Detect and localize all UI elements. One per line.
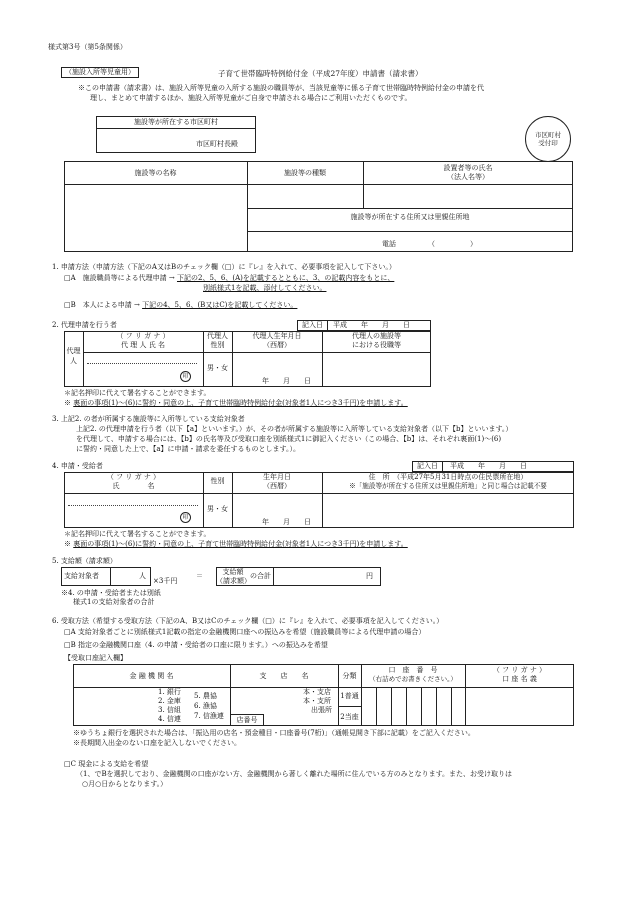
agent-kana: （ フ リ ガ ナ ） — [116, 332, 170, 340]
s3-line-3: に誓約・同意した上で、【a】に申請・請求を委任するものとします。）。 — [76, 445, 300, 453]
s1-option-a: □A 施設職員等による代理申請 → 下記の2、5、6、(A)を記載するとともに、3、の記載内容をもとに、 — [64, 274, 395, 282]
applicant-gender-h: 性別 — [210, 477, 225, 485]
agent-gender-h1: 代理人 — [207, 332, 228, 340]
branch-type-2: 本・支所 — [303, 697, 331, 705]
s6-c-note-1: （1、でBを選択しており、金融機関の口座がない方、金融機関から著しく離れた場所に住んでいる方のみとなります。また、お受け取りは — [76, 770, 513, 778]
facility-type-header: 施設等の種類 — [284, 169, 326, 177]
yen-unit: 円 — [366, 572, 373, 580]
applicant-kana: （ フ リ ガ ナ ） — [106, 473, 161, 481]
s4-note-2: ※ 裏面の事項(1)～(6)に誓約・同意の上、子育て世帯臨時特例給付金(対象者1人につき3千円)を申請します。 — [64, 540, 408, 548]
s1-option-a-cont: 別紙様式1を記載、添付してください。 — [203, 284, 327, 292]
applicant-birth-h2: （西暦） — [263, 482, 291, 490]
account-type-1: 1普通 — [340, 692, 359, 700]
agent-gender-h2: 性別 — [210, 341, 225, 349]
agent-birth: 年 月 日 — [262, 377, 311, 385]
number-subheader: （右詰めでお書きください。） — [369, 675, 457, 683]
s6-note-2: ※長期間入出金のない口座を記入しないでください。 — [73, 739, 241, 747]
phone-label: 電話 — [382, 240, 396, 248]
s4-note-1: ＊記名押印に代えて署名することができます。 — [64, 530, 211, 538]
account-title: 【受取口座記入欄】 — [64, 654, 127, 662]
number-header: 口 座 番 号 — [388, 666, 438, 674]
s2-record-label: 記入日 — [302, 321, 323, 329]
bank-type-1: 1. 銀行 — [158, 688, 181, 696]
applicant-birth-h1: 生年月日 — [263, 473, 291, 481]
branch-type-1: 本・支店 — [303, 688, 331, 696]
applicant-addr-h1: 住 所 （平成27年5月31日時点の住民票所在地） — [368, 473, 528, 481]
agent-gender: 男・女 — [207, 364, 228, 372]
s6-heading: 6. 受取方法（希望する受取方法（下記のA、B又はCのチェック欄（□）に『レ』を入れて、必要事項を記入してください。） — [52, 617, 444, 625]
agent-side-label: 代理人 — [66, 347, 81, 365]
s6-note-1: ※ゆうちょ銀行を選択された場合は、「振込用の店名・預金種目・口座番号(7桁)」（通帳見開き下部に記載）をご記入ください。 — [73, 729, 475, 737]
s6-c-note-2: ○月○日からとなります。） — [82, 780, 168, 788]
corner-tag: （施設入所等児童用） — [61, 67, 139, 78]
facility-name-header: 施設等の名称 — [134, 169, 177, 177]
agent-name-header: 代 理 人 氏 名 — [121, 341, 165, 349]
agent-role-h2: における役職等 — [352, 341, 401, 349]
bank-header: 金 融 機 関 名 — [129, 672, 174, 680]
agent-birth-h1: 代理人生年月日 — [252, 332, 302, 340]
s3-line-2: を代理して、申請する場合には、【b】の氏名等及び受取口座を別紙様式1に御記入ください（この場合、【b】は、それぞれ裏面(1)～(6) — [76, 435, 502, 443]
agent-seal: 印 — [180, 371, 191, 382]
s3-line-1: 上記2. の代理申請を行う者（以下【a】といいます。）が、その者が所属する施設等に入所等している支給対象者（以下【b】といいます。） — [76, 425, 513, 433]
s4-record-label: 記入日 — [417, 462, 438, 470]
applicant-seal: 印 — [180, 512, 191, 523]
applicant-addr-h2: ※「施設等が所在する住所又は里親住所地」と同じ場合は記載不要 — [349, 482, 547, 490]
s6-option-b: □B 指定の金融機関口座（4. の申請・受給者の口座に限ります。）への振込みを希望 — [64, 641, 328, 649]
equals-sign: ＝ — [196, 572, 203, 580]
bank-type-3: 3. 信組 — [158, 706, 181, 714]
s4-record-date: 平成 年 月 日 — [450, 462, 527, 470]
branch-header: 支 店 名 — [259, 672, 309, 680]
bank-type-7: 7. 信漁連 — [194, 712, 224, 720]
s5-note-1: ※4. の申請・受給者または別紙 — [61, 589, 161, 597]
s5-note-2: 様式1の支給対象者の合計 — [73, 598, 155, 606]
bank-type-4: 4. 信連 — [158, 715, 181, 723]
bank-type-2: 2. 金庫 — [158, 697, 181, 705]
holder-kana-header: （ フ リ ガ ナ ） — [492, 666, 547, 674]
stamp-line-2: 受付印 — [538, 139, 558, 147]
s4-heading: 4. 申請・受給者 — [52, 462, 103, 470]
intro-line-1: ※この申請書（請求書）は、施設入所等児童の入所する施設の職員等が、当該児童等に係る子育て世帯臨時特例給付金の申請を代 — [78, 84, 484, 92]
account-type-2: 2当座 — [340, 713, 359, 721]
stamp-line-1: 市区町村 — [535, 130, 561, 139]
s1-heading: 1. 申請方法（申請方法（下記のA又はBのチェック欄（□）に『レ』を入れて、必要事項を記入して下さい。） — [52, 263, 396, 271]
s2-note-1: ＊記名押印に代えて署名することができます。 — [64, 389, 211, 397]
amount-label-1: 支給額 — [222, 568, 244, 576]
s1-option-b: □B 本人による申請 → 下記の4、5、6、(B又はC)を記載してください。 — [64, 301, 298, 309]
s2-record-date: 平成 年 月 日 — [333, 321, 410, 329]
founder-header-2: （法人名等） — [447, 173, 489, 181]
s2-heading: 2. 代理申請を行う者 — [52, 321, 117, 329]
s6-option-c: □C 現金による支給を希望 — [64, 760, 149, 768]
addressee-footer: 市区町村長殿 — [196, 140, 238, 148]
branch-type-3: 出張所 — [311, 706, 332, 714]
bank-type-6: 6. 漁協 — [194, 702, 217, 710]
bank-type-5: 5. 農協 — [194, 692, 217, 700]
applicant-name-header: 氏 名 — [112, 482, 155, 490]
amount-label-2: （請求額） — [216, 577, 251, 585]
type-header: 分類 — [342, 672, 357, 680]
multiplier: ×3千円 — [153, 577, 178, 585]
intro-line-2: 理し、まとめて申請するほか、施設入所等児童がご自身で申請される場合にご利用いただくものです。 — [90, 94, 412, 102]
target-label: 支給対象者 — [64, 572, 99, 580]
branch-number-label: 店番号 — [236, 716, 258, 724]
reception-stamp — [525, 116, 571, 162]
addressee-header: 施設等が所在する市区町村 — [134, 118, 218, 126]
form-number: 様式第3号（第5条関係） — [48, 43, 127, 51]
agent-birth-h2: （西暦） — [263, 341, 291, 349]
applicant-birth: 年 月 日 — [262, 518, 311, 526]
facility-address-label: 施設等が所在する住所又は里親住所地 — [350, 213, 470, 221]
s6-option-a: □A 支給対象者ごとに別紙様式1記載の指定の金融機関口座への振込みを希望（施設職員等による代理申請の場合） — [64, 628, 426, 636]
applicant-gender: 男・女 — [207, 505, 228, 513]
s2-note-2: ※ 裏面の事項(1)～(6)に誓約・同意の上、子育て世帯臨時特例給付金(対象者1人につき3千円)を申請します。 — [64, 399, 408, 407]
person-unit: 人 — [139, 572, 146, 580]
phone-paren: （ ） — [428, 240, 477, 248]
s5-heading: 5. 支給額（請求額） — [52, 557, 117, 565]
total-label: の合計 — [250, 572, 271, 580]
founder-header-1: 設置者等の氏名 — [443, 164, 493, 172]
agent-role-h1: 代理人の施設等 — [352, 332, 401, 340]
form-title: 子育て世帯臨時特例給付金（平成27年度）申請書（請求書） — [218, 69, 423, 78]
holder-header: 口 座 名 義 — [502, 675, 537, 683]
s3-heading: 3. 上記2. の者が所属する施設等に入所等している支給対象者 — [52, 415, 245, 423]
